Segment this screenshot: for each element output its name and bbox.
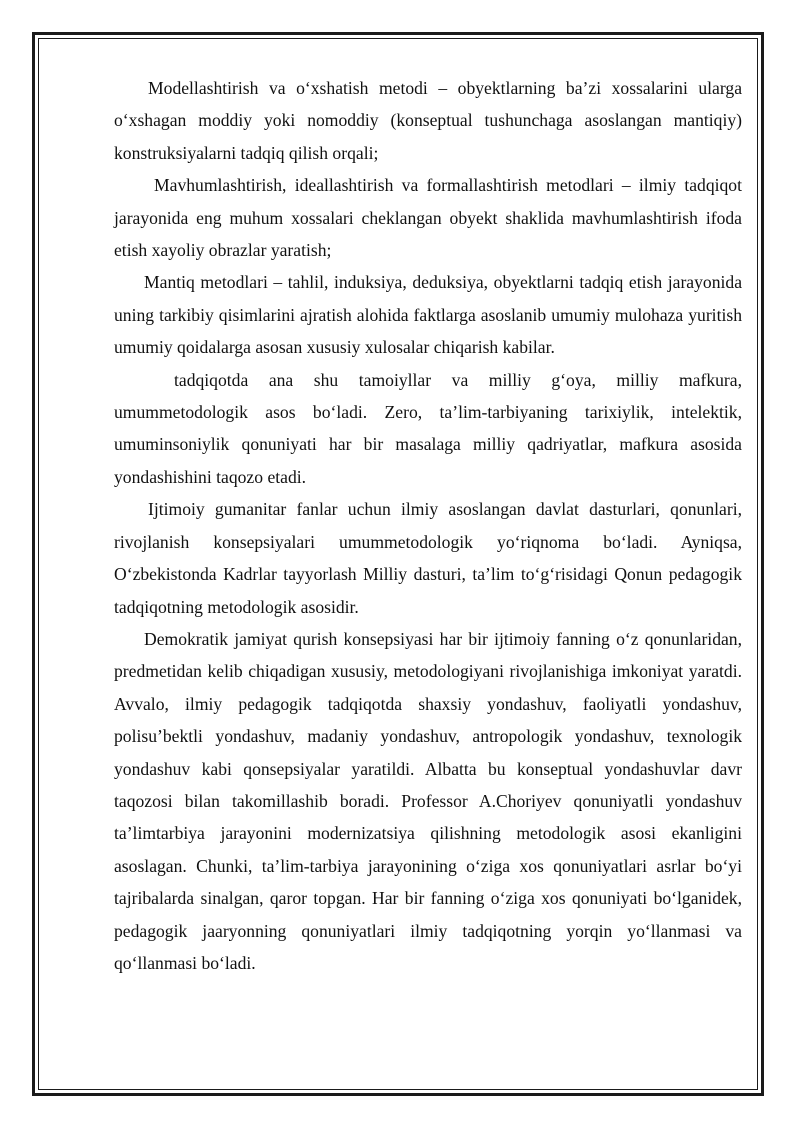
document-body	[114, 72, 742, 979]
paragraph-methodological-basis: tadqiqotda ana shu tamoiyllar va milliy g‘oya, milliy mafkura, umummetodologik asos bo‘ladi. Zero, ta’lim-tarbiyaning tarixiylik, intelektik, umuminsoniylik qonuniyati har bir masalaga milliy qadriyatlar, mafkura asosida yondashishini taqozo etadi.	[114, 369, 742, 487]
paragraph-state-programs: Ijtimoiy gumanitar fanlar uchun ilmiy asoslangan davlat dasturlari, qonunlari, rivojlanish konsepsiyalari umummetodologik yo‘riqnoma bo‘ladi. Ayniqsa, O‘zbekistonda Kadrlar tayyorlash Milliy dasturi, ta’lim to‘g‘risidagi Qonun pedagogik tadqiqotning metodologik asosidir.	[114, 499, 742, 617]
paragraph-democratic-society: Demokratik jamiyat qurish konsepsiyasi har bir ijtimoiy fanning o‘z qonunlaridan, predmetidan kelib chiqadigan xususiy, metodologiyani rivojlanishiga imkoniyat yaratdi. Avvalo, ilmiy pedagogik tadqiqotda shaxsiy yondashuv, faoliyatli yondashuv, polisu’bektli yondashuv, madaniy yondashuv, antropologik yondashuv, texnologik yondashuv kabi qonsepsiyalar yaratildi. Albatta bu konseptual yondashuvlar davr taqozosi bilan takomillashib boradi. Professor A.Choriyev qonuniyatli yondashuv ta’limtarbiya jarayonini modernizatsiya qilishning metodologik asosi ekanligini asoslagan. Chunki, ta’lim-tarbiya jarayonining o‘ziga xos qonuniyatlari asrlar bo‘yi tajribalarda sinalgan, qaror topgan. Har bir fanning o‘ziga xos qonuniyati bo‘lganidek, pedagogik jaaryonning qonuniyatlari ilmiy tadqiqotning yorqin yo‘llanmasi va qo‘llanmasi bo‘ladi.	[114, 628, 742, 973]
paragraph-logic-methods: Mantiq metodlari – tahlil, induksiya, deduksiya, obyektlarni tadqiq etish jarayonida uning tarkibiy qisimlarini ajratish alohida faktlarga asoslanib umumiy mulohaza yuritish umumiy qoidalarga asosan xususiy xulosalar chiqarish kabilar.	[114, 272, 742, 358]
paragraph-abstraction-methods: Mavhumlashtirish, ideallashtirish va formallashtirish metodlari – ilmiy tadqiqot jarayonida eng muhum xossalari cheklangan obyekt shaklida mavhumlashtirish ifoda etish xayoliy obrazlar yaratish;	[114, 175, 742, 261]
paragraph-modelling-method: Modellashtirish va o‘xshatish metodi – obyektlarning ba’zi xossalarini ularga o‘xshagan moddiy yoki nomoddiy (konseptual tushunchaga asoslangan mantiqiy) konstruksiyalarni tadqiq qilish orqali;	[114, 78, 742, 163]
